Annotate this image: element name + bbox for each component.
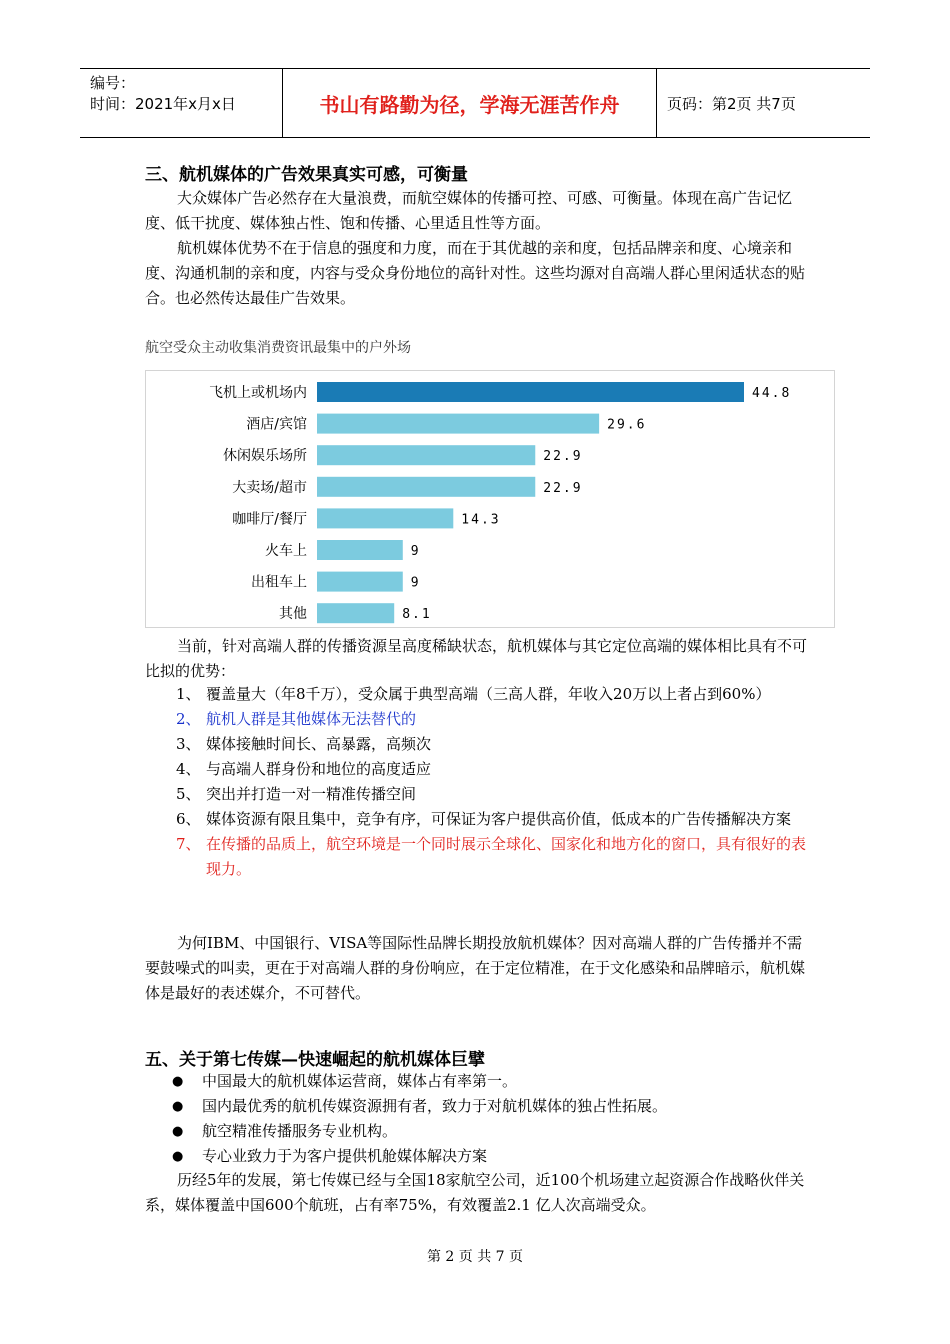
bullet-text: 专心业致力于为客户提供机舱媒体解决方案 bbox=[202, 1147, 488, 1165]
list-item-text: 在传播的品质上，航空环境是一个同时展示全球化、国家化和地方化的窗口，具有很好的表现力。 bbox=[206, 835, 807, 878]
list-item-number: 2、 bbox=[176, 710, 201, 728]
bullet-dot-icon: ● bbox=[172, 1149, 184, 1164]
bullet-text: 国内最优秀的航机传媒资源拥有者，致力于对航机媒体的独占性拓展。 bbox=[202, 1097, 668, 1115]
advantage-list bbox=[176, 682, 816, 882]
bullet-item bbox=[172, 1069, 812, 1094]
bullet-text: 中国最大的航机媒体运营商，媒体占有率第一。 bbox=[202, 1072, 518, 1090]
list-item-text: 突出并打造一对一精准传播空间 bbox=[206, 785, 417, 803]
list-item-text: 媒体接触时间长、高暴露，高频次 bbox=[206, 735, 432, 753]
page-header bbox=[80, 68, 870, 138]
list-item-text: 航机人群是其他媒体无法替代的 bbox=[206, 710, 417, 728]
bullet-item bbox=[172, 1094, 812, 1119]
bullet-dot-icon: ● bbox=[172, 1099, 184, 1114]
list-item-text: 覆盖量大（年8千万），受众属于典型高端（三高人群，年收入20万以上者占到60%） bbox=[206, 685, 771, 703]
page-footer: 第 2 页 共 7 页 bbox=[426, 1249, 524, 1265]
list-item-text: 媒体资源有限且集中，竞争有序，可保证为客户提供高价值，低成本的广告传播解决方案 bbox=[206, 810, 792, 828]
section3-title: 三、航机媒体的广告效果真实可感，可衡量 bbox=[145, 165, 468, 185]
list-item-text: 与高端人群身份和地位的高度适应 bbox=[206, 760, 432, 778]
chart-svg bbox=[146, 371, 834, 627]
chart-category-label: 酒店/宾馆 bbox=[246, 416, 307, 433]
chart-value-label: 44.8 bbox=[752, 386, 792, 401]
list-item-number: 6、 bbox=[176, 810, 201, 828]
list-item-number: 7、 bbox=[176, 835, 201, 853]
bar-chart bbox=[145, 370, 835, 628]
company-bullet-list bbox=[172, 1069, 812, 1169]
chart-category-label: 咖啡厅/餐厅 bbox=[232, 511, 307, 528]
chart-value-label: 8.1 bbox=[402, 607, 432, 623]
chart-value-label: 9 bbox=[410, 575, 421, 591]
chart-bar bbox=[317, 572, 403, 592]
section5-title: 五、关于第七传媒—快速崛起的航机媒体巨擘 bbox=[145, 1050, 485, 1070]
chart-bar bbox=[317, 603, 394, 623]
chart-bar bbox=[317, 540, 403, 560]
chart-category-label: 出租车上 bbox=[251, 574, 307, 591]
chart-bar bbox=[317, 382, 744, 402]
list-item-number: 1、 bbox=[176, 685, 201, 703]
list-item-number: 4、 bbox=[176, 760, 201, 778]
chart-value-label: 14.3 bbox=[461, 512, 501, 528]
chart-value-label: 22.9 bbox=[543, 480, 583, 496]
list-item bbox=[176, 732, 816, 757]
bullet-text: 航空精准传播服务专业机构。 bbox=[202, 1122, 398, 1140]
chart-caption: 航空受众主动收集消费资讯最集中的户外场 bbox=[145, 340, 411, 356]
chart-category-label: 其他 bbox=[279, 606, 307, 623]
header-motto: 书山有路勤为径，学海无涯苦作舟 bbox=[283, 69, 657, 137]
chart-category-label: 飞机上或机场内 bbox=[209, 385, 307, 401]
chart-value-label: 29.6 bbox=[607, 417, 647, 433]
section4-closing: 为何IBM、中国银行、VISA等国际性品牌长期投放航机媒体？因对高端人群的广告传播并不需要鼓噪式的叫卖，更在于对高端人群的身份响应，在于定位精准，在于文化感染和品牌暗示，航机媒体是最好的表述媒介，不可替代。 bbox=[145, 934, 806, 1002]
bullet-dot-icon: ● bbox=[172, 1124, 184, 1139]
list-item bbox=[176, 682, 816, 707]
list-item bbox=[176, 807, 816, 832]
list-item bbox=[176, 832, 816, 882]
bullet-item bbox=[172, 1119, 812, 1144]
list-item bbox=[176, 782, 816, 807]
list-item-number: 3、 bbox=[176, 735, 201, 753]
list-item-number: 5、 bbox=[176, 785, 201, 803]
page-number-label: 页码：第2页 共7页 bbox=[667, 94, 796, 113]
header-meta bbox=[80, 69, 283, 137]
section3-para1: 大众媒体广告必然存在大量浪费，而航空媒体的传播可控、可感、可衡量。体现在高广告记忆度、低干扰度、媒体独占性、饱和传播、心里适且性等方面。 bbox=[145, 189, 793, 232]
list-item bbox=[176, 757, 816, 782]
list-item bbox=[176, 707, 816, 732]
chart-category-label: 火车上 bbox=[265, 543, 307, 559]
chart-category-label: 大卖场/超市 bbox=[232, 479, 307, 496]
time-label: 时间：2021年x月x日 bbox=[90, 95, 236, 113]
bullet-item bbox=[172, 1144, 812, 1169]
chart-bar bbox=[317, 508, 453, 528]
chart-category-label: 休闲娱乐场所 bbox=[223, 448, 307, 465]
number-label: 编号： bbox=[90, 74, 136, 92]
chart-bar bbox=[317, 414, 599, 434]
section4-intro: 当前，针对高端人群的传播资源呈高度稀缺状态，航机媒体与其它定位高端的媒体相比具有不可比拟的优势： bbox=[145, 637, 808, 680]
section3-para2: 航机媒体优势不在于信息的强度和力度，而在于其优越的亲和度，包括品牌亲和度、心境亲和度、沟通机制的亲和度，内容与受众身份地位的高针对性。这些均源对自高端人群心里闲适状态的贴合。也必然传达最佳广告效果。 bbox=[145, 239, 806, 307]
section5-para: 历经5年的发展，第七传媒已经与全国18家航空公司，近100个机场建立起资源合作战略伙伴关系，媒体覆盖中国600个航班，占有率75%，有效覆盖2.1 亿人次高端受众。 bbox=[145, 1171, 805, 1214]
chart-bar bbox=[317, 477, 535, 497]
chart-value-label: 22.9 bbox=[543, 449, 583, 465]
chart-bar bbox=[317, 445, 535, 465]
chart-value-label: 9 bbox=[410, 544, 421, 559]
bullet-dot-icon: ● bbox=[172, 1074, 184, 1089]
